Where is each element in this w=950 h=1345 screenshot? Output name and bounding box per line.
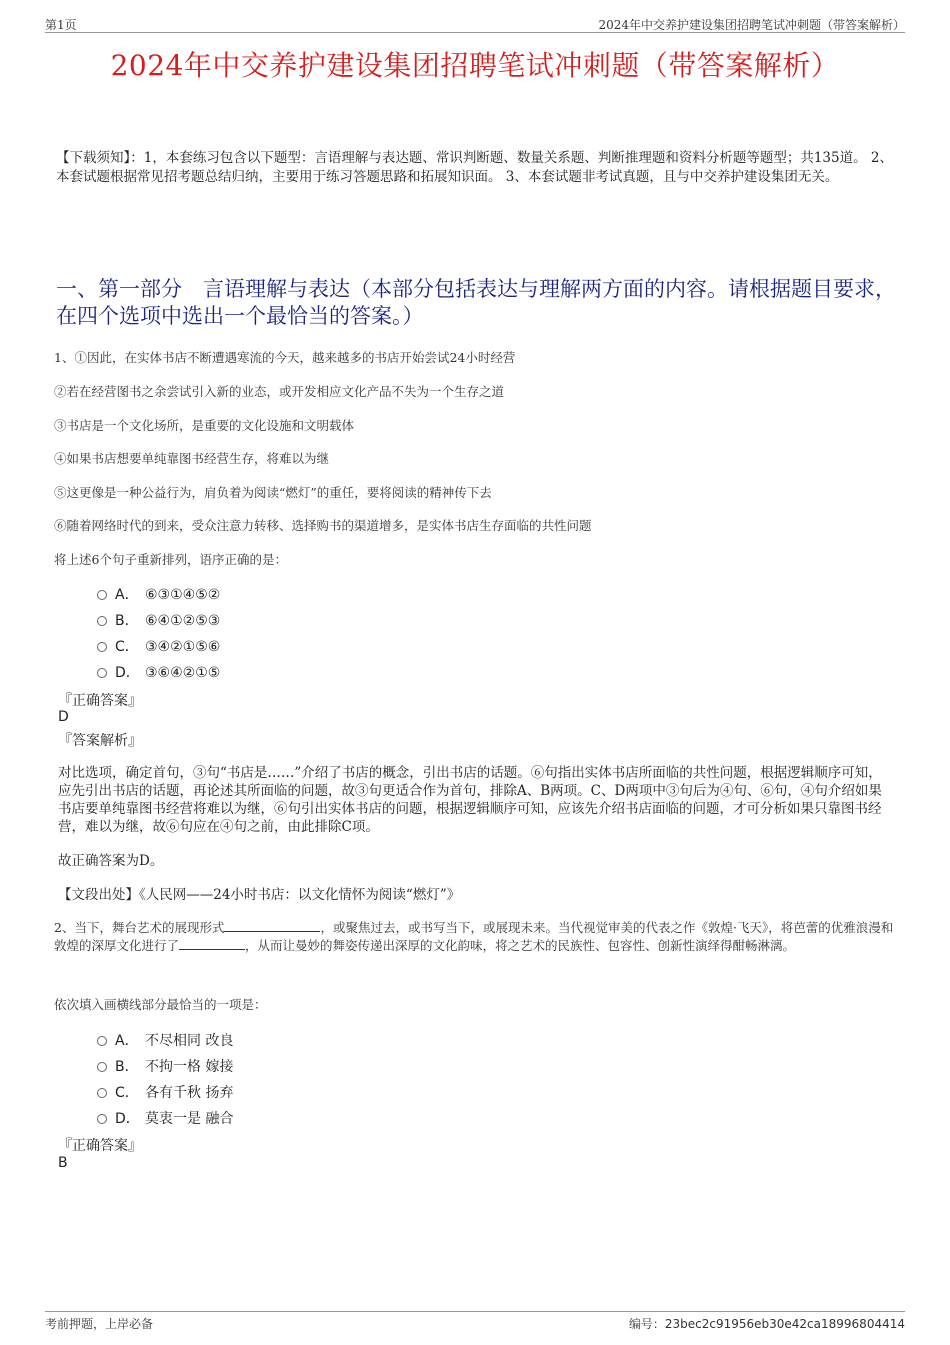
q1-conclusion: 故正确答案为D。 xyxy=(58,853,164,869)
page-number: 第1页 xyxy=(45,18,77,32)
q2-option-c[interactable]: C． 各有千秋 扬弃 xyxy=(97,1082,233,1102)
download-notice: 【下载须知】：1，本套练习包含以下题型：言语理解与表达题、常识判断题、数量关系题、判断推理题和资料分析题等题型；共135道。 2、本套试题根据常见招考题总结归纳，主要用于练习答题思路和拓展知识面。 3、本套试题非考试真题，且与中交养护建设集团无关。 xyxy=(56,150,893,185)
section-heading: 一、第一部分 言语理解与表达（本部分包括表达与理解两方面的内容。请根据题目要求，在四个选项中选出一个最恰当的答案。） xyxy=(56,277,896,328)
q2-option-a[interactable]: A． 不尽相同 改良 xyxy=(97,1030,233,1050)
q1-answer-label: 『正确答案』 xyxy=(58,693,142,709)
radio-icon[interactable] xyxy=(97,1062,107,1072)
q1-sentence-1: 1、①因此，在实体书店不断遭遇寒流的今天，越来越多的书店开始尝试24小时经营 xyxy=(54,350,516,365)
q1-sentence-3: ③书店是一个文化场所，是重要的文化设施和文明载体 xyxy=(54,418,355,433)
document-title: 2024年中交养护建设集团招聘笔试冲刺题（带答案解析） xyxy=(110,49,840,82)
q1-analysis-label: 『答案解析』 xyxy=(58,733,142,749)
blank-line xyxy=(224,920,320,932)
q2-option-d[interactable]: D． 莫衷一是 融合 xyxy=(97,1108,233,1128)
q1-option-d[interactable]: D． ③⑥④②①⑤ xyxy=(97,662,220,682)
q1-sentence-2: ②若在经营图书之余尝试引入新的业态，或开发相应文化产品不失为一个生存之道 xyxy=(54,384,505,399)
q1-prompt: 将上述6个句子重新排列，语序正确的是： xyxy=(54,552,287,567)
page-header xyxy=(45,14,905,33)
page-footer xyxy=(45,1311,905,1331)
radio-icon[interactable] xyxy=(97,1088,107,1098)
q1-sentence-4: ④如果书店想要单纯靠图书经营生存，将难以为继 xyxy=(54,451,330,466)
radio-icon[interactable] xyxy=(97,668,107,678)
radio-icon[interactable] xyxy=(97,590,107,600)
q1-sentence-5: ⑤这更像是一种公益行为，肩负着为阅读“燃灯”的重任，要将阅读的精神传下去 xyxy=(54,485,492,500)
q1-source: 【文段出处】《人民网——24小时书店：以文化情怀为阅读“燃灯”》 xyxy=(58,887,461,903)
radio-icon[interactable] xyxy=(97,1114,107,1124)
q1-answer: D xyxy=(58,709,69,725)
radio-icon[interactable] xyxy=(97,1036,107,1046)
q2-answer: B xyxy=(58,1155,68,1171)
q1-option-c[interactable]: C． ③④②①⑤⑥ xyxy=(97,636,220,656)
q2-answer-label: 『正确答案』 xyxy=(58,1138,142,1154)
radio-icon[interactable] xyxy=(97,616,107,626)
blank-line xyxy=(179,938,245,950)
q1-option-b[interactable]: B． ⑥④①②⑤③ xyxy=(97,610,220,630)
q1-option-a[interactable]: A． ⑥③①④⑤② xyxy=(97,584,220,604)
q1-sentence-6: ⑥随着网络时代的到来，受众注意力转移、选择购书的渠道增多，是实体书店生存面临的共性问题 xyxy=(54,518,592,533)
radio-icon[interactable] xyxy=(97,642,107,652)
footer-code: 编号：23bec2c91956eb30e42ca18996804414 xyxy=(628,1317,905,1331)
q2-stem: 2、当下，舞台艺术的展现形式 ，或聚焦过去，或书写当下，或展现未来。当代视觉审美的代表之作《敦煌·飞天》，将芭蕾的优雅浪漫和敦煌的深厚文化进行了 ，从而让曼妙的舞姿传递出深厚的文化韵味，将之艺术的民族性、包容性、创新性演绎得酣畅淋漓。 xyxy=(54,920,894,953)
q2-option-b[interactable]: B． 不拘一格 嫁接 xyxy=(97,1056,233,1076)
footer-slogan: 考前押题，上岸必备 xyxy=(45,1317,154,1331)
q2-prompt: 依次填入画横线部分最恰当的一项是： xyxy=(54,997,267,1012)
header-doc-title: 2024年中交养护建设集团招聘笔试冲刺题（带答案解析） xyxy=(598,18,905,32)
q1-analysis: 对比选项，确定首句，③句“书店是……”介绍了书店的概念，引出书店的话题。⑥句指出实体书店所面临的共性问题，根据逻辑顺序可知，应先引出书店的话题，再论述其所面临的问题，故③句更适合作为首句，排除A、B两项。C、D两项中③句后为④句、⑥句，④句介绍如果书店要单纯靠图书经营将难以为继，⑥句引出实体书店的问题，根据逻辑顺序可知，应该先介绍书店面临的问题，才可分析如果只靠图书经营，难以为继，故⑥句应在④句之前，由此排除C项。 xyxy=(58,765,882,835)
